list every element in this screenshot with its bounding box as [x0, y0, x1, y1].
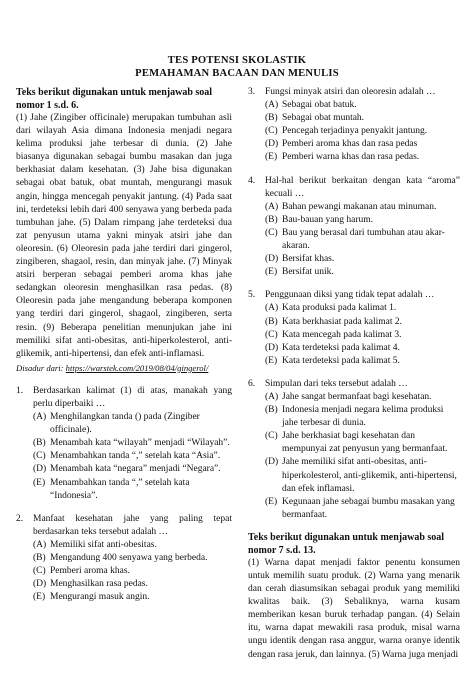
option-text: Sebagai obat muntah.: [282, 113, 365, 124]
option-text: Menambahkan tanda “,” setelah kata “Indonesia”.: [50, 477, 190, 501]
option-label: (A): [265, 391, 279, 402]
option-label: (D): [33, 464, 47, 475]
question-3: [248, 86, 460, 165]
left-column: [16, 86, 232, 604]
option-label: (C): [265, 329, 278, 340]
passage-text: (1) Jahe (Zingiber officinale) merupakan tumbuhan asli dari wilayah Asia dimana Indonesia menjadi negara kelima produksi jahe terbesar di dunia. (2) Jahe biasanya digunakan sebagai bumbu masakan dan juga berkhasiat dalam kesehatan. (3) Jahe bisa digunakan sebagai obat batuk, obat muntah, mengurangi masuk angin, hingga mencegah penyakit jantung. (4) Pada saat ini, terdeteksi lebih dari 400 senyawa yang berbeda pada tumbuhan jahe. (5) Dalam rimpang jahe terdeteksi dua zat penyusun utama yakni minyak atsiri jahe dan oleoresin. (6) Oleoresin pada jahe terdiri dari gingerol, zingiberen, shagaol, resin, dan minyak jahe. (7) Minyak atsiri berperan sebagai pemberi aroma khas jahe sedangkan oleoresin menghasilkan rasa pedas. (8) Oleoresin pada jahe mengandung beberapa komponen yang terdiri dari gingerol, shagaol, zingiberen, serta resin. (9) Beberapa penelitian menunjukan jahe ini memiliki sifat anti-obesitas, anti-hiperkolesterol, anti-glikemik, anti-hipertensi, dan efek anti-inflamasi.: [16, 113, 232, 359]
option-label: (B): [265, 214, 278, 225]
question-stem: Penggunaan diksi yang tidak tepat adalah …: [265, 290, 435, 301]
passage2-heading: Teks berikut digunakan untuk menjawab soal nomor 7 s.d. 13.: [248, 531, 445, 556]
option-text: Kata produksi pada kalimat 1.: [282, 303, 397, 314]
option-text: Kegunaan jahe sebagai bumbu masakan yang bermanfaat.: [282, 496, 455, 520]
option-e: [265, 266, 460, 279]
option-text: Bau-bauan yang harum.: [282, 214, 374, 225]
option-c: [265, 329, 460, 342]
option-b: [265, 112, 460, 125]
option-text: Kata terdeteksi pada kalimat 5.: [282, 355, 400, 366]
option-e: [33, 591, 232, 604]
option-label: (A): [265, 303, 279, 314]
option-text: Menambah kata “wilayah” menjadi “Wilayah”.: [50, 438, 230, 449]
question-number: 2.: [16, 513, 24, 524]
question-stem: Hal-hal berikut berkaitan dengan kata “aroma” kecuali …: [265, 175, 460, 199]
option-text: Pemberi aroma khas dan rasa pedas: [282, 139, 418, 150]
question-2: [16, 513, 232, 605]
option-label: (C): [265, 431, 278, 442]
option-label: (E): [265, 267, 278, 278]
question-stem: Simpulan dari teks tersebut adalah …: [265, 378, 408, 389]
option-b: [265, 214, 460, 227]
option-label: (A): [265, 100, 279, 111]
option-label: (C): [265, 227, 278, 238]
option-label: (E): [33, 592, 46, 603]
option-label: (C): [33, 451, 46, 462]
option-d: [33, 463, 232, 476]
option-text: Jahe sangat bermanfaat bagi kesehatan.: [282, 391, 432, 402]
option-text: Pemberi warna khas dan rasa pedas.: [282, 152, 420, 163]
option-c: [33, 565, 232, 578]
option-b: [265, 404, 460, 430]
option-e: [33, 477, 232, 503]
option-text: Bersifat khas.: [282, 254, 335, 265]
source-link[interactable]: https://warstek.com/2019/08/04/gingerol/: [65, 362, 209, 373]
question-number: 6.: [248, 378, 256, 389]
option-a: [265, 201, 460, 214]
option-text: Bau yang berasal dari tumbuhan atau akar-akaran.: [282, 227, 445, 252]
option-text: Menghilangkan tanda () pada (Zingiber officinale).: [50, 412, 200, 436]
option-c: [265, 430, 460, 456]
question-stem: Berdasarkan kalimat (1) di atas, manakah yang perlu diperbaiki …: [33, 385, 232, 409]
option-d: [265, 456, 460, 495]
option-text: Menghasilkan rasa pedas.: [50, 579, 148, 590]
option-e: [265, 355, 460, 368]
option-label: (B): [265, 316, 278, 327]
option-label: (E): [265, 152, 278, 163]
option-label: (D): [265, 254, 279, 265]
option-label: (D): [265, 139, 279, 150]
option-text: Bahan pewangi makanan atau minuman.: [282, 201, 437, 212]
option-a: [265, 302, 460, 315]
option-text: Pencegah terjadinya penyakit jantung.: [282, 126, 428, 137]
question-1: [16, 385, 232, 503]
option-label: (A): [33, 412, 47, 423]
option-a: [33, 539, 232, 552]
option-label: (B): [265, 405, 278, 416]
question-4: [248, 175, 460, 280]
option-text: Bersifat unik.: [282, 267, 334, 278]
option-d: [265, 253, 460, 266]
passage-source: [16, 362, 232, 375]
option-c: [33, 450, 232, 463]
option-text: Pemberi aroma khas.: [50, 566, 130, 577]
question-6: [248, 378, 460, 522]
question-5: [248, 289, 460, 368]
option-d: [265, 138, 460, 151]
option-label: (A): [33, 539, 47, 550]
option-text: Jahe berkhasiat bagi kesehatan dan mempunyai zat penyusun yang bermanfaat.: [282, 431, 448, 455]
right-column: [248, 86, 460, 662]
option-d: [33, 578, 232, 591]
option-label: (B): [265, 113, 278, 124]
option-b: [33, 437, 232, 450]
question-stem: Manfaat kesehatan jahe yang paling tepat berdasarkan teks tersebut adalah …: [33, 513, 232, 537]
option-label: (A): [265, 201, 279, 212]
option-label: (B): [33, 553, 46, 563]
option-text: Mengandung 400 senyawa yang berbeda.: [50, 553, 208, 563]
passage2-text: (1) Warna dapat menjadi faktor penentu konsumen untuk memilih suatu produk. (2) Warna yang menarik dan cerah diasumsikan sebagai produk yang memiliki kwalitas baik. (3) Sebaliknya, warna kusam memberikan kesan buruk terhadap pangan. (4) Selain itu, warna dapat mewakili rasa produk, misal warna ungu identik dengan rasa anggur, warna oranye identik dengan rasa jeruk, dan lainnya. (5) Warna juga menjadi: [248, 557, 460, 660]
option-a: [33, 411, 232, 437]
option-label: (B): [33, 438, 46, 449]
option-text: Kata berkhasiat pada kalimat 2.: [282, 316, 403, 327]
option-a: [265, 99, 460, 112]
option-label: (E): [33, 477, 46, 488]
question-number: 5.: [248, 290, 256, 301]
option-label: (D): [265, 342, 279, 353]
option-label: (C): [33, 566, 46, 577]
option-c: [265, 125, 460, 138]
option-a: [265, 391, 460, 404]
option-label: (C): [265, 126, 278, 137]
option-label: (E): [265, 496, 278, 507]
question-number: 4.: [248, 175, 256, 186]
source-prefix: Disadur dari:: [16, 362, 66, 373]
option-text: Kata terdeteksi pada kalimat 4.: [282, 342, 400, 353]
option-text: Mengurangi masuk angin.: [50, 592, 150, 603]
option-label: (E): [265, 355, 278, 366]
option-text: Memiliki sifat anti-obesitas.: [50, 539, 157, 550]
document-title: TES POTENSI SKOLASTIK: [167, 55, 307, 66]
option-text: Menambah kata “negara” menjadi “Negara”.: [50, 464, 221, 475]
option-text: Indonesia menjadi negara kelima produksi jahe terbesar di dunia.: [282, 405, 444, 429]
option-text: Sebagai obat batuk.: [282, 100, 357, 111]
option-b: [33, 552, 232, 565]
passage-heading: Teks berikut digunakan untuk menjawab soal nomor 1 s.d. 6.: [16, 87, 213, 111]
option-label: (D): [33, 579, 47, 590]
option-label: (D): [265, 457, 279, 468]
question-number: 3.: [248, 87, 256, 97]
question-stem: Fungsi minyak atsiri dan oleoresin adalah …: [265, 87, 436, 97]
option-e: [265, 151, 460, 164]
option-text: Kata mencegah pada kalimat 3.: [282, 329, 402, 340]
option-c: [265, 227, 460, 253]
option-e: [265, 496, 460, 522]
option-d: [265, 342, 460, 355]
option-text: Menambahkan tanda “,” setelah kata “Asia”.: [50, 451, 221, 462]
question-number: 1.: [16, 385, 24, 396]
option-text: Jahe memiliki sifat anti-obesitas, anti-hiperkolesterol, anti-glikemik, anti-hipertensi, dan efek inflamasi.: [282, 457, 457, 494]
option-b: [265, 316, 460, 329]
document-subtitle: PEMAHAMAN BACAAN DAN MENULIS: [135, 68, 339, 79]
